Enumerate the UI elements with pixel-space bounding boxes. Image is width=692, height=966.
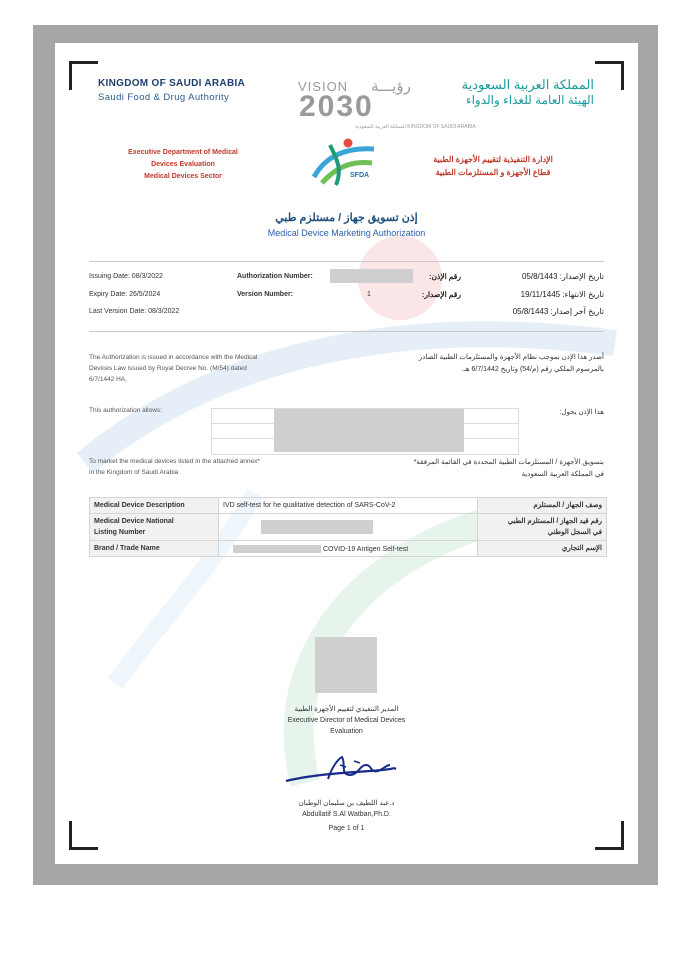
redacted-company-details: [274, 409, 464, 452]
department-ar-line2: قطاع الأجهزة و المستلزمات الطبية: [435, 168, 551, 177]
expiry-date-ar: تاريخ الانتهاء: 19/11/1445: [520, 290, 604, 299]
market-text-en-line2: in the Kingdom of Saudi Arabia: [89, 469, 179, 476]
listing-number-label-ar: [478, 514, 607, 541]
brand-name-text: COVID-19 Antigen Self-test: [322, 545, 409, 553]
document-title-en: Medical Device Marketing Authorization: [267, 228, 426, 238]
department-en-line2: Devices Evaluation: [151, 161, 215, 168]
auth-number-label-ar: رقم الإذن:: [429, 272, 461, 281]
table-row: [90, 514, 607, 541]
device-details-table: [89, 497, 607, 557]
listing-number-value: [219, 514, 478, 541]
divider: [89, 331, 604, 332]
brand-name-value: [219, 541, 478, 557]
issuing-date-ar: تاريخ الإصدار: 05/8/1443: [521, 272, 604, 281]
brand-name-label: Brand / Trade Name: [90, 541, 219, 557]
corner-mark: [595, 61, 624, 90]
law-text-en-line2: Devices Law issued by Royal Decree No. (M/54) dated: [89, 365, 247, 372]
version-number-label: Version Number:: [237, 291, 294, 298]
market-text-en-line1: To market the medical devices listed in the attached annex*: [89, 458, 260, 465]
redacted-auth-number: [330, 269, 413, 283]
org-authority-en: Saudi Food & Drug Authority: [98, 92, 230, 103]
market-text-ar-line1: بتسويق الأجهزة / المستلزمات الطبية المحددة في القائمة المرفقة*: [413, 459, 604, 466]
vision-word-ar: رؤيـــة: [371, 78, 411, 95]
department-en-line3: Medical Devices Sector: [144, 173, 222, 180]
issuing-date-en: Issuing Date: 08/3/2022: [89, 273, 163, 280]
handwritten-signature: [280, 753, 400, 787]
allows-label-en: This authorization allows:: [89, 407, 162, 414]
device-description-value: IVD self-test for he qualitative detection of SARS-CoV-2: [219, 498, 478, 514]
auth-number-label: Authorization Number:: [237, 273, 313, 280]
vision-caption: المملكة العربية السعودية KINGDOM OF SAUDI ARABIA: [355, 124, 476, 130]
last-version-date-en: Last Version Date: 08/3/2022: [89, 308, 180, 315]
corner-mark: [69, 61, 98, 90]
redacted-listing-number: [261, 520, 373, 534]
sfda-logo: [308, 137, 380, 189]
org-authority-ar: الهيئة العامة للغذاء والدواء: [465, 93, 594, 107]
vision-year: 2030: [299, 90, 374, 123]
page-number: Page 1 of 1: [328, 825, 365, 832]
listing-number-label: [90, 514, 219, 541]
org-name-ar: المملكة العربية السعودية: [461, 77, 594, 92]
market-text-ar-line2: في المملكة العربية السعودية: [521, 471, 604, 478]
signatory-name-en: Abdullatif S.Al Watban,Ph.D.: [302, 811, 391, 818]
org-name-en: KINGDOM OF SAUDI ARABIA: [98, 78, 246, 89]
department-en-line1: Executive Department of Medical: [128, 149, 238, 156]
redacted-brand-prefix: [233, 545, 321, 553]
divider: [89, 261, 604, 262]
listing-number-label-line1: Medical Device National: [94, 518, 174, 525]
signatory-title-en-line2: Evaluation: [330, 728, 363, 735]
law-text-en-line3: 6/7/1442 HA,: [89, 376, 127, 383]
last-version-date-ar: تاريخ آخر إصدار: 05/8/1443: [512, 307, 604, 316]
redacted-stamp: [315, 637, 377, 693]
vision-word: VISION: [298, 79, 349, 94]
version-number-value: 1: [367, 291, 371, 298]
allows-label-ar: هذا الإذن يخول:: [559, 409, 604, 416]
certificate-page: [55, 43, 638, 864]
listing-number-label-line2: Listing Number: [94, 529, 146, 536]
department-ar-line1: الإدارة التنفيذية لتقييم الأجهزة الطبية: [433, 155, 553, 164]
table-row: [90, 498, 607, 514]
signatory-title-en-line1: Executive Director of Medical Devices: [287, 717, 406, 724]
law-text-en-line1: The Authorization is issued in accordance with the Medical: [89, 354, 258, 361]
document-title-ar: إذن تسويق جهاز / مستلزم طبي: [275, 212, 418, 224]
table-row: [90, 541, 607, 557]
device-description-label: Medical Device Description: [90, 498, 219, 514]
sfda-logo-text: SFDA: [350, 172, 370, 179]
law-text-ar-line2: بالمرسوم الملكي رقم (م/54) وتاريخ 6/7/1442 هـ.: [461, 366, 604, 373]
signatory-name-ar: د.عبد اللطيف بن سليمان الوطبان: [298, 800, 395, 807]
version-number-label-ar: رقم الإصدار:: [421, 290, 461, 299]
brand-name-label-ar: الإسم التجاري: [478, 541, 607, 557]
law-text-ar-line1: أصدر هذا الإذن بموجب نظام الأجهزة والمستلزمات الطبية الصادر: [418, 354, 604, 361]
listing-number-label-ar-line1: رقم قيد الجهاز / المستلزم الطبي: [507, 518, 602, 525]
listing-number-label-ar-line2: في السجل الوطني: [547, 529, 602, 536]
expiry-date-en: Expiry Date: 26/5/2024: [89, 291, 161, 298]
device-description-label-ar: وصف الجهاز / المستلزم: [478, 498, 607, 514]
signatory-title-ar: المدير التنفيذي لتقييم الأجهزة الطبية: [294, 706, 399, 713]
